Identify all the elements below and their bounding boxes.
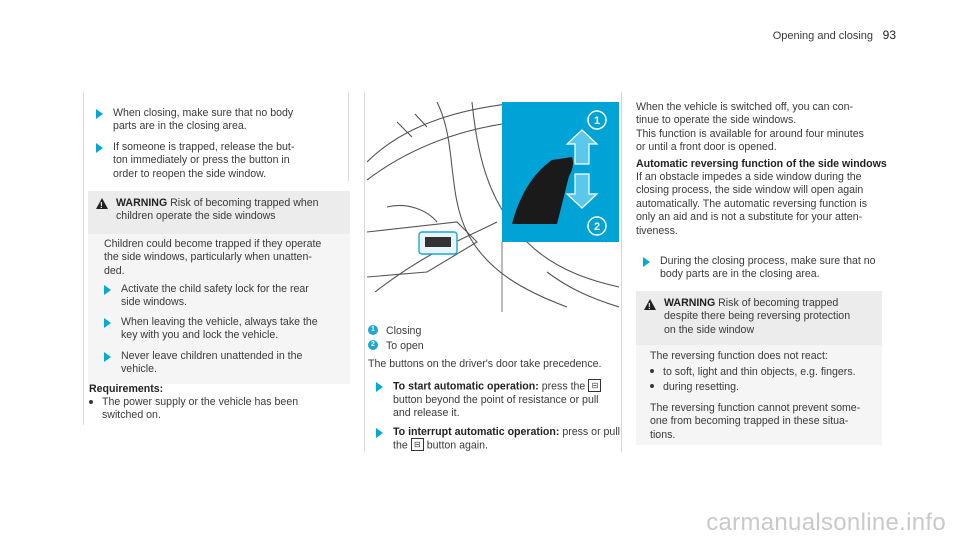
arrow-bullet-icon (376, 428, 383, 438)
bullet-item (96, 107, 293, 134)
intro-text: The buttons on the driver's door take precedence. (368, 358, 602, 370)
requirements-heading: Requirements: (89, 383, 164, 395)
step-item: To start automatic operation: press the ⊟ button beyond the point of resistance or pull and release it. (376, 380, 604, 421)
arrow-bullet-icon (96, 143, 103, 153)
column-rule-1 (83, 92, 84, 425)
bullet-dot-icon (650, 369, 654, 373)
step-item: To interrupt automatic operation: press or pull the ⊟ button again. (376, 426, 620, 453)
warning-body: Children could become trapped if they operate the side windows, particularly when unatten- ded. (104, 238, 322, 277)
bullet-dot-icon (89, 400, 93, 404)
column-rule-3 (621, 92, 622, 452)
page-number: 93 (882, 28, 896, 42)
arrow-bullet-icon (104, 352, 111, 362)
bullet-item: Never leave children unattended in the vehicle. (104, 350, 302, 377)
warning-header-box (88, 191, 350, 234)
arrow-bullet-icon (376, 382, 383, 392)
warning-label: WARNING (116, 197, 168, 209)
paragraph-2: If an obstacle impedes a side window during the closing process, the side window will open again automatically. The automatic reversing function is only an aid and is not a substitute for your atten- tiveness. (636, 171, 868, 237)
warning-triangle-icon (644, 299, 656, 310)
bullet-item: When leaving the vehicle, always take the key with you and lock the vehicle. (104, 316, 318, 343)
column-rule-2 (364, 92, 365, 452)
arrow-bullet-icon (96, 109, 103, 119)
warning-label: WARNING (664, 297, 716, 309)
legend-item-1: 1 Closing (368, 325, 421, 338)
legend-item-2: 2 To open (368, 340, 424, 353)
figure-label-1: 1 (593, 115, 601, 127)
figure-label-2: 2 (593, 221, 601, 233)
section-title: Opening and closing (772, 30, 873, 42)
bullet-dot-icon (650, 384, 654, 388)
window-button-icon: ⊟ (411, 438, 424, 451)
bullet-text: When closing, make sure that no body parts are in the closing area. (113, 107, 294, 133)
requirements-item: The power supply or the vehicle has been switched on. (89, 396, 298, 423)
door-button-illustration (367, 102, 619, 312)
paragraph-1: When the vehicle is switched off, you can con- tinue to operate the side windows. This function is available for around four minutes or until a front door is opened. (636, 101, 864, 154)
window-button-icon: ⊟ (588, 379, 601, 392)
warning-line: The reversing function does not react: (650, 350, 828, 362)
bullet-item: During the closing process, make sure that no body parts are in the closing area. (643, 255, 876, 282)
warning-body: The reversing function cannot prevent some- one from becoming trapped in these situa- tions. (650, 402, 861, 441)
warning-title: WARNING Risk of becoming trapped when children operate the side windows (116, 197, 319, 223)
bullet-text: If someone is trapped, release the but- ton immediately or press the button in order to reopen the side window. (113, 141, 295, 180)
bullet-item (96, 141, 294, 181)
warning-list-item: during resetting. (650, 381, 739, 394)
warning-list-item: to soft, light and thin objects, e.g. fingers. (650, 366, 856, 379)
warning-title: WARNING Risk of becoming trapped despite there being reversing protection on the side window (664, 297, 851, 336)
column-rule-1b (348, 92, 349, 181)
arrow-bullet-icon (104, 318, 111, 328)
arrow-bullet-icon (643, 257, 650, 267)
section-heading: Automatic reversing function of the side windows (636, 158, 887, 170)
illustration-svg (367, 102, 619, 312)
warning-triangle-icon (96, 198, 108, 209)
warning-header-box (636, 291, 882, 345)
bullet-item: Activate the child safety lock for the rear side windows. (104, 283, 309, 310)
watermark: carmanualsonline.info (706, 508, 946, 536)
arrow-bullet-icon (104, 285, 111, 295)
